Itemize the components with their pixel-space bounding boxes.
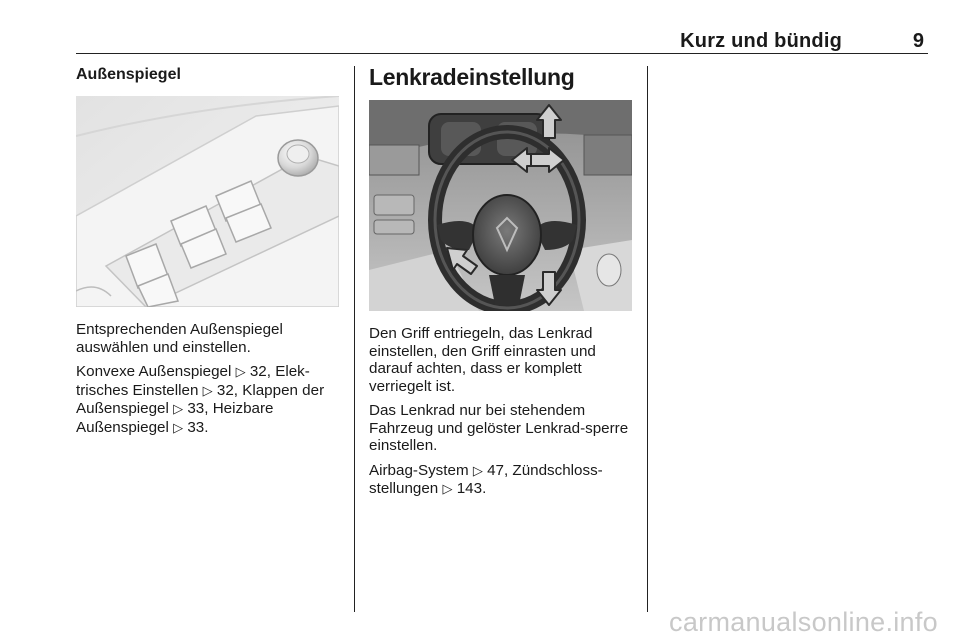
chapter-title: Kurz und bündig <box>680 30 842 52</box>
page-ref-link[interactable]: 47 <box>487 461 504 479</box>
watermark: carmanualsonline.info <box>669 607 938 637</box>
triangle-right-outline-icon: ▷ <box>202 383 213 399</box>
page-ref-link[interactable]: 33 <box>187 418 205 436</box>
steering-text <box>369 325 639 506</box>
triangle-right-outline-icon: ▷ <box>173 420 184 436</box>
header-rule <box>76 53 928 54</box>
column-divider-right <box>647 66 648 612</box>
triangle-right-outline-icon: ▷ <box>442 482 453 497</box>
mirror-text <box>76 321 346 444</box>
section-heading-mirror: Außenspiegel <box>76 66 181 83</box>
column-divider-left <box>354 66 355 612</box>
page-ref-link[interactable]: 32 <box>249 363 267 380</box>
page-ref-link[interactable]: 32 <box>216 381 234 399</box>
page-ref-link[interactable]: 143 <box>456 480 483 497</box>
page-number: 9 <box>912 30 924 52</box>
steering-wheel-illustration <box>369 100 632 311</box>
right-column <box>369 62 635 497</box>
mirror-instruction: Entsprechenden Außenspiegel auswählen und einstellen. <box>76 321 283 356</box>
triangle-right-outline-icon: ▷ <box>173 402 184 417</box>
mirror-references: Konvexe Außenspiegel ▷ 32, Elek-trisches Einstellen ▷ 32, Klappen der Außenspiegel ▷ 33, Heizbare Außenspiegel ▷ 33. <box>76 363 325 436</box>
steering-warning: Das Lenkrad nur bei stehendem Fahrzeug und gelöster Lenkrad-sperre einstellen. <box>369 402 629 454</box>
steering-instruction: Den Griff entriegeln, das Lenkrad einstellen, den Griff einrasten und darauf achten, dass er komplett verriegelt ist. <box>369 325 596 395</box>
triangle-right-outline-icon: ▷ <box>472 463 483 479</box>
left-column <box>76 62 342 436</box>
triangle-right-outline-icon: ▷ <box>235 365 246 380</box>
section-heading-steering: Lenkradeinstellung <box>369 64 575 90</box>
steering-references: Airbag-System ▷ 47, Zündschloss-stellungen ▷ 143. <box>369 461 603 497</box>
running-header <box>76 30 928 52</box>
page-ref-link[interactable]: 33 <box>187 400 205 417</box>
mirror-switch-illustration <box>76 96 339 307</box>
